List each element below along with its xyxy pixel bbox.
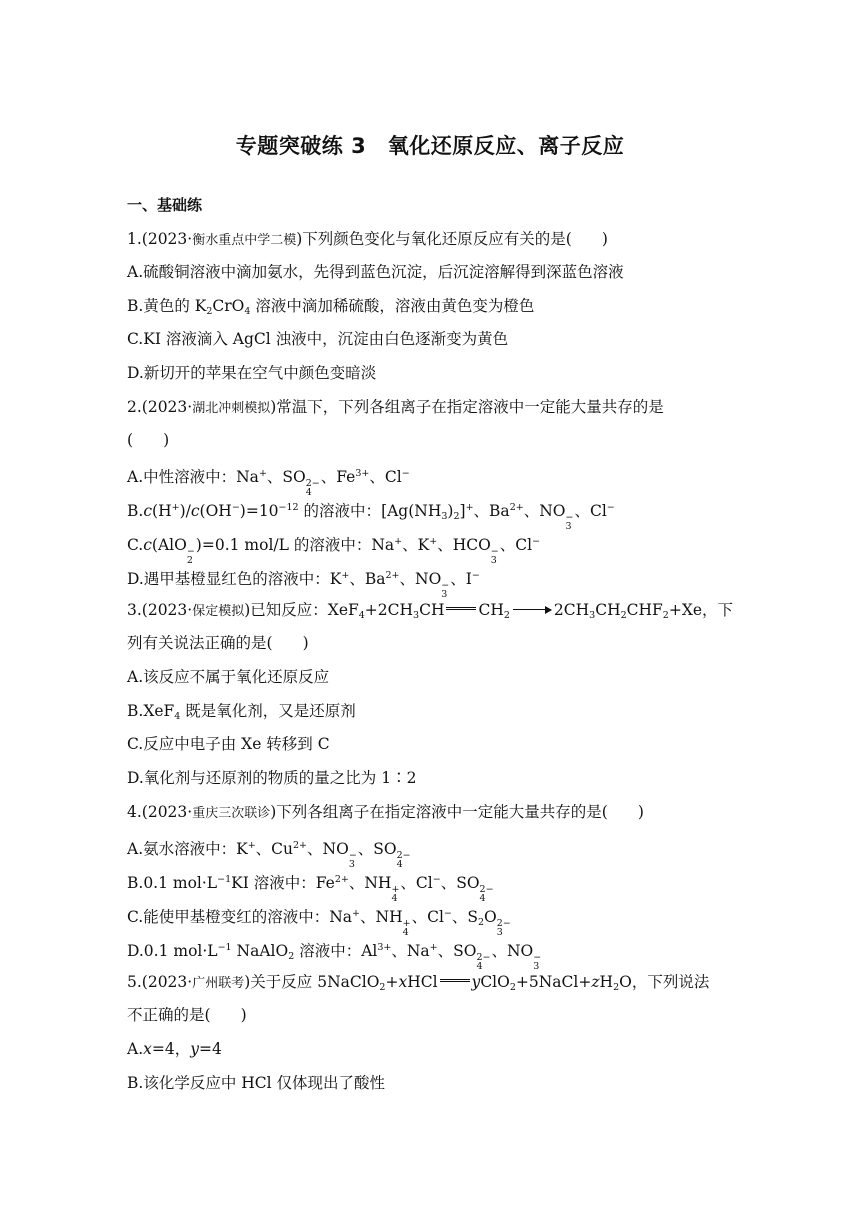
question-5-stem-cont: 不正确的是( ) [127, 1006, 247, 1024]
q3-option-d: D.氧化剂与还原剂的物质的量之比为 1∶2 [127, 769, 417, 787]
q2-option-c: C.c(AlO − 2 )=0.1 mol/L 的溶液中：Na+、K+、HCO − 3 、Cl− [127, 536, 541, 566]
q1-option-c: C.KI 溶液滴入 AgCl 浊液中，沉淀由白色逐渐变为黄色 [127, 330, 509, 348]
q1-option-d: D.新切开的苹果在空气中颜色变暗淡 [127, 364, 377, 382]
q2-option-b: $B.c(H^+)/c(OH^-)=10^{-12}$ 的溶液中：$[Ag(NH_3)_2]^+$、$Ba^{2+}$、NO − 3 、Cl− [127, 502, 615, 532]
question-5-stem: 5.(2023·广州联考)关于反应 5NaClO$_2$+xHCl $yClO_2+5NaCl+zH_2O$，下列说法 [127, 973, 710, 993]
question-1-stem: 1.(2023·衡水重点中学二模)下列颜色变化与氧化还原反应有关的是( ) [127, 230, 608, 248]
page-title: 专题突破练 3 氧化还原反应、离子反应 [235, 134, 625, 158]
q4-option-c: C.能使甲基橙变红的溶液中：Na+、NH + 4 、Cl−、$S_2O$ 2− 3 [127, 908, 511, 938]
q5-option-a: A.x=4，y=4 [127, 1040, 222, 1058]
q4-option-d: D.0.1 $mol\cdot L^{-1}$ NaAlO$_2$ 溶液中：$Al^{3+}$、Na+、SO 2− 4 、NO − 3 [127, 942, 542, 972]
q3-option-a: A.该反应不属于氧化还原反应 [127, 668, 330, 686]
question-3-stem-cont: 列有关说法正确的是( ) [127, 634, 309, 652]
section-heading: 一、基础练 [127, 196, 203, 214]
q3-option-c: C.反应中电子由 Xe 转移到 C [127, 735, 330, 753]
question-2-stem-cont: ( ) [127, 431, 170, 449]
q5-option-b: B.该化学反应中 HCl 仅体现出了酸性 [127, 1074, 386, 1092]
question-4-stem: 4.(2023·重庆三次联诊)下列各组离子在指定溶液中一定能大量共存的是( ) [127, 803, 644, 821]
question-3-stem: 3.(2023·保定模拟)已知反应：$XeF_4+2CH_3CH$ $CH_2$ $2CH_3CH_2CHF_2+Xe$，下 [127, 601, 734, 621]
q1-option-b: B.黄色的 $K_2CrO_4$ 溶液中滴加稀硫酸，溶液由黄色变为橙色 [127, 297, 535, 317]
q2-option-d: D.遇甲基橙显红色的溶液中：K+、$Ba^{2+}$、NO − 3 、I− [127, 570, 480, 600]
q3-option-b: B.XeF$_4$ 既是氧化剂，又是还原剂 [127, 702, 356, 722]
q2-option-a: A.中性溶液中：Na+、SO 2− 4 、$Fe^{3+}$、Cl− [127, 468, 410, 498]
question-2-stem: 2.(2023·湖北冲刺模拟)常温下，下列各组离子在指定溶液中一定能大量共存的是 [127, 398, 664, 416]
q1-option-a: A.硫酸铜溶液中滴加氨水，先得到蓝色沉淀，后沉淀溶解得到深蓝色溶液 [127, 263, 624, 281]
q4-option-b: B.0.1 $mol\cdot L^{-1}KI$ 溶液中：$Fe^{2+}$、NH + 4 、Cl−、SO 2− 4 [127, 874, 494, 904]
q4-option-a: A.氨水溶液中：K+、$Cu^{2+}$、NO − 3 、SO 2− 4 [127, 840, 411, 870]
